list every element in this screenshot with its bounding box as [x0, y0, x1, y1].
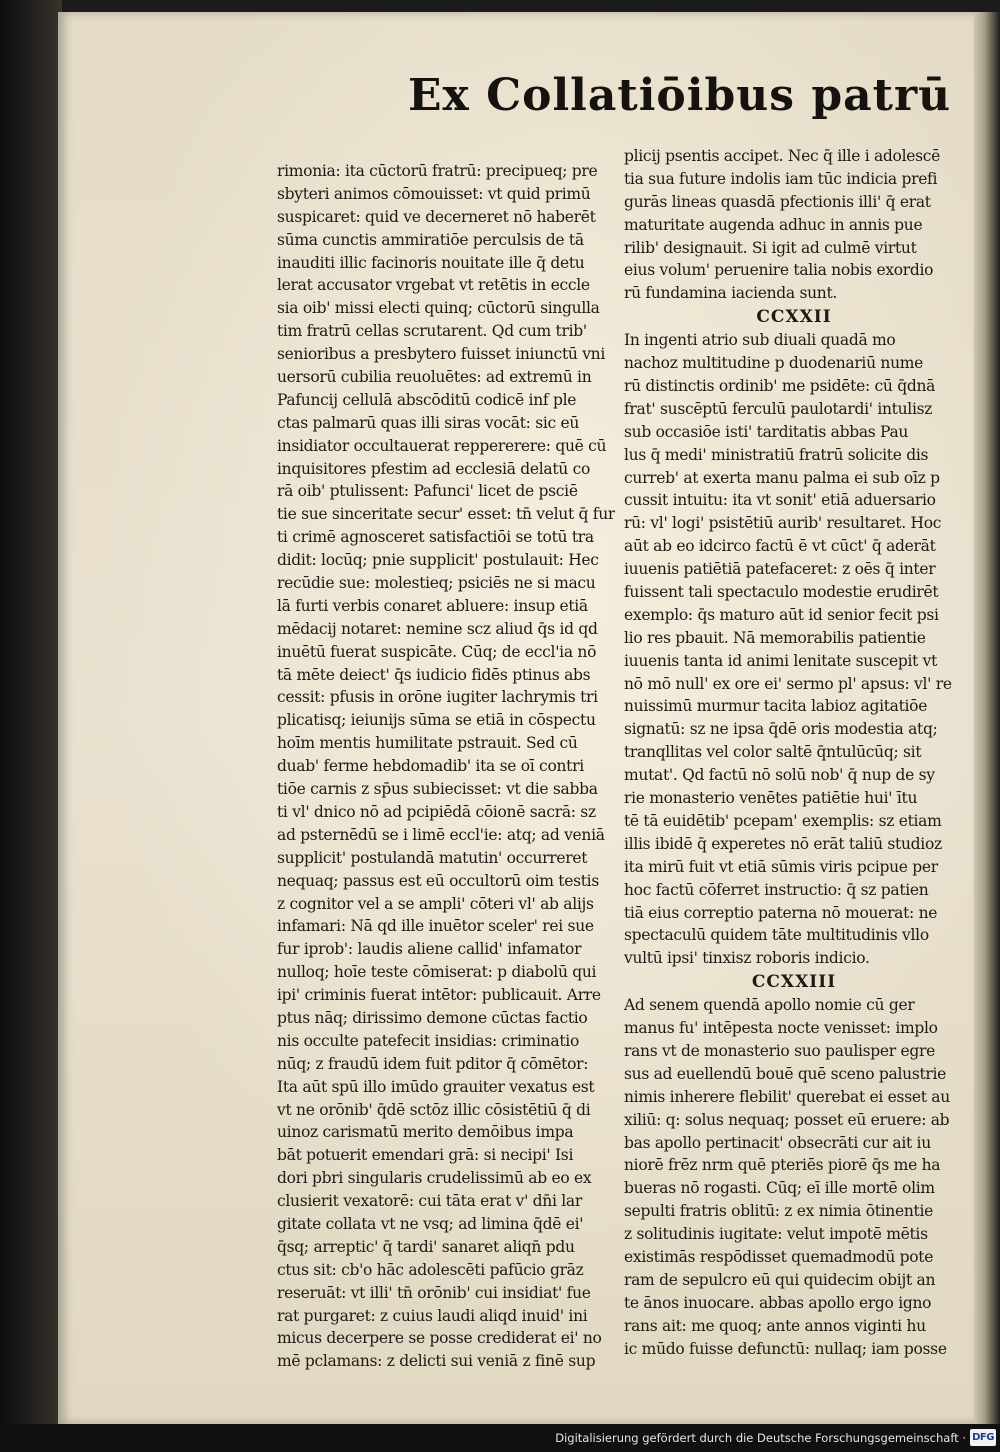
text-line: reseruāt: vt illi' tn̄ orōnib' cui insidiat' fue — [277, 1283, 591, 1302]
text-line: rā oib' ptulissent: Pafunci' licet de psciē — [277, 482, 578, 501]
text-line: lus q̄ medi' ministratiū fratrū solicite dis — [624, 445, 929, 464]
left-text-column — [277, 160, 615, 1373]
text-line: bas apollo pertinacit' obsecrāti cur ait iu — [624, 1133, 931, 1152]
text-line: rat purgaret: z cuius laudi aliqd inuid' ini — [277, 1306, 588, 1325]
text-line: rans vt de monasterio suo paulisper egre — [624, 1041, 936, 1060]
text-line: plicatisq; ieiunijs sūma se etiā in cōspectu — [277, 711, 596, 730]
text-line: Ita aūt spū illo imūdo grauiter vexatus est — [277, 1077, 595, 1096]
text-line: sepulti fratris oblitū: z ex nimia ōtinentie — [624, 1202, 934, 1221]
text-line: bueras nō rogasti. Cūq; eī ille mortē olim — [624, 1179, 935, 1198]
text-line: rū distinctis ordinib' me psidēte: cū q̄dnā — [624, 377, 936, 396]
text-line: sia oib' missi electi quinq; cūctorū singulla — [277, 299, 600, 318]
text-line: tim fratrū cellas scrutarent. Qd cum trib' — [277, 322, 587, 341]
text-line: existimās respōdisset quemadmodū pote — [624, 1247, 934, 1266]
text-line: supplicit' postulandā matutin' occurreret — [277, 848, 588, 867]
text-line: nimis inherere flebilit' querebat ei esset au — [624, 1087, 950, 1106]
text-line: infamari: Nā qd ille inuētor sceler' rei sue — [277, 917, 594, 936]
text-line: senioribus a presbytero fuisset iniunctū vni — [277, 345, 606, 364]
text-line: sub occasiōe isti' tarditatis abbas Pau — [624, 422, 909, 441]
text-line: uersorū cubilia reuoluētes: ad extremū in — [277, 368, 592, 387]
text-line: sus ad euellendū bouē quē sceno palustrie — [624, 1064, 947, 1083]
text-line: inauditi illic facinoris nouitate ille q̄ detu — [277, 253, 585, 272]
text-line: tiōe carnis z sp̄us subiecisset: vt die sabba — [277, 780, 598, 799]
text-line: ctus sit: cb'o hāc adolescēti pafūcio grāz — [277, 1260, 584, 1279]
text-line: rie monasterio venētes patiētie hui' ītu — [624, 789, 918, 808]
text-line: vultū ipsi' tinxisz roboris indicio. — [624, 949, 870, 968]
text-line: ti crimē agnosceret satisfactiōi se totū tra — [277, 528, 594, 547]
text-line: tā mēte deiect' q̄s iudicio fidēs ptinus abs — [277, 665, 591, 684]
text-line: dori pbri singularis crudelissimū ab eo ex — [277, 1169, 592, 1188]
text-line: cussit intuitu: ita vt sonit' etiā aduersario — [624, 491, 936, 510]
text-line: gitate collata vt ne vsq; ad limina q̄dē ei' — [277, 1214, 584, 1233]
text-line: micus decerpere se posse crediderat ei' no — [277, 1329, 602, 1348]
text-line: z solitudinis iugitate: velut impotē mētis — [624, 1225, 928, 1244]
text-line: gurās lineas quasdā pfectionis illi' q̄ erat — [624, 192, 931, 211]
text-line: lā furti verbis conaret abluere: insup etiā — [277, 596, 588, 615]
text-line: iuuenis patiētiā patefaceret: z oēs q̄ inter — [624, 560, 936, 579]
text-line: tia sua future indolis iam tūc indicia prefi — [624, 169, 938, 188]
text-line: te ānos inuocare. abbas apollo ergo igno — [624, 1293, 932, 1312]
text-line: fuissent tali spectaculo modestie erudirēt — [624, 583, 939, 602]
text-line: mē pclamans: z delicti sui veniā z finē sup — [277, 1352, 596, 1371]
text-line: z cognitor vel a se ampli' cōteri vl' ab alijs — [277, 894, 594, 913]
text-line: ti vl' dnico nō ad pcipiēdā cōionē sacrā: sz — [277, 802, 596, 821]
text-line: niorē frēz nrm quē pteriēs piorē q̄s me ha — [624, 1156, 941, 1175]
text-line: vt ne orōnib' q̄dē sctōz illic cōsistētiū q̄ di — [277, 1100, 591, 1119]
text-line: nequaq; passus est eū occultorū oim testis — [277, 871, 599, 890]
scan-edge-left — [0, 0, 62, 1452]
text-line: frat' suscēptū ferculū paulotardi' intulisz — [624, 399, 933, 418]
funding-notice: Digitalisierung gefördert durch die Deutsche Forschungsgemeinschaft · — [555, 1431, 966, 1445]
text-line: nachoz multitudine p duodenariū nume — [624, 354, 924, 373]
text-line: rū fundamina iacienda sunt. — [624, 284, 838, 303]
text-line: tranqllitas vel color saltē q̄ntulūcūq; sit — [624, 743, 922, 762]
text-line: spectaculū quidem tāte multitudinis vllo — [624, 926, 929, 945]
text-line: lerat accusator vrgebat vt retētis in eccle — [277, 276, 590, 295]
text-line: sūma cunctis ammiratiōe perculsis de tā — [277, 230, 584, 249]
right-text-column — [624, 145, 964, 1360]
text-line: uinoz carismatū merito demōibus impa — [277, 1123, 574, 1142]
text-line: rilib' designauit. Si igit ad culmē virtut — [624, 238, 917, 257]
page-edge-right — [974, 12, 1000, 1424]
text-line: insidiator occultauerat reppererere: quē cū — [277, 436, 607, 455]
text-line: manus fu' intēpesta nocte venisset: implo — [624, 1019, 938, 1038]
text-line: exemplo: q̄s maturo aūt id senior fecit psi — [624, 605, 939, 624]
text-line: hoīm mentis humilitate pstrauit. Sed cū — [277, 734, 578, 753]
text-line: aūt ab eo idcirco factū ē vt cūct' q̄ aderāt — [624, 537, 936, 556]
text-line: iuuenis tanta id animi lenitate suscepit vt — [624, 651, 938, 670]
text-line: rū: vl' logi' psistētiū aurib' resultaret. Hoc — [624, 514, 942, 533]
text-line: illis ibidē q̄ experetes nō erāt taliū studioz — [624, 834, 942, 853]
text-line: nuissimū murmur tacita labioz agitatiōe — [624, 697, 928, 716]
text-line: ic mūdo fuisse defunctū: nullaq; iam posse — [624, 1339, 947, 1358]
text-line: tie sue sinceritate secur' esset: tn̄ velut q̄ fur — [277, 505, 615, 524]
text-line: bāt potuerit emendari grā: si necipi' Isi — [277, 1146, 574, 1165]
text-line: ipi' criminis fuerat intētor: publicauit. Arre — [277, 986, 601, 1005]
chapter-2-body — [624, 994, 964, 1360]
text-line: nūq; z fraudū idem fuit pditor q̄ cōmētor: — [277, 1054, 589, 1073]
text-line: duab' ferme hebdomadib' ita se oī contri — [277, 757, 584, 776]
text-line: maturitate augenda adhuc in annis pue — [624, 215, 923, 234]
text-line: cessit: pfusis in orōne iugiter lachrymis tri — [277, 688, 598, 707]
text-line: ad psternēdū se i limē eccl'ie: atq; ad veniā — [277, 825, 605, 844]
text-line: recūdie sue: molestieq; psiciēs ne si macu — [277, 574, 596, 593]
text-line: tē tā euidētib' pcepam' exemplis: sz etiam — [624, 811, 942, 830]
text-line: fur iprob': laudis aliene callid' infamator — [277, 940, 582, 959]
text-line: hoc factū cōferret instructio: q̄ sz patien — [624, 880, 929, 899]
text-line: nō mō null' ex ore ei' sermo pl' apsus: vl' re — [624, 674, 952, 693]
text-line: nis occulte patefecit insidias: criminatio — [277, 1031, 579, 1050]
text-line: ctas palmarū quas illi siras vocāt: sic eū — [277, 413, 580, 432]
text-line: ita mirū fuit vt etiā sūmis viris pcipue per — [624, 857, 938, 876]
text-line: rans ait: me quoq; ante annos viginti hu — [624, 1316, 926, 1335]
text-line: curreb' at exerta manu palma ei sub oīz p — [624, 468, 940, 487]
text-line: plicij psentis accipet. Nec q̄ ille i adolescē — [624, 147, 941, 165]
text-line: signatū: sz ne ipsa q̄dē oris modestia atq; — [624, 720, 938, 739]
text-line: In ingenti atrio sub diuali quadā mo — [624, 331, 896, 350]
text-line: ptus nāq; dirissimo demone cūctas factio — [277, 1008, 588, 1027]
text-line: nulloq; hoīe teste cōmiserat: p diabolū qui — [277, 963, 597, 982]
text-line: tiā eius correptio paterna nō mouerat: ne — [624, 903, 938, 922]
text-line: rimonia: ita cūctorū fratrū: precipueq; pre — [277, 162, 598, 180]
text-line: lio res pbauit. Nā memorabilis patientie — [624, 628, 926, 647]
text-line: suspicaret: quid ve decerneret nō haberēt — [277, 207, 596, 226]
text-line: inquisitores pfestim ad ecclesiā delatū co — [277, 459, 591, 478]
text-line: mutat'. Qd factū nō solū nob' q̄ nup de sy — [624, 766, 935, 785]
text-line: ram de sepulcro eū qui quidecim obijt an — [624, 1270, 936, 1289]
chapter-heading-2: CCXXIII — [751, 972, 837, 993]
chapter-1-body — [624, 329, 964, 970]
text-line: mēdacij notaret: nemine scz aliud q̄s id qd — [277, 619, 598, 638]
text-line: q̄sq; arreptic' q̄ tardi' sanaret aliqn̄ pdu — [277, 1237, 575, 1256]
text-line: Ad senem quendā apollo nomie cū ger — [624, 996, 915, 1015]
text-line: didit: locūq; pnie supplicit' postulauit: Hec — [277, 551, 599, 570]
right-intro-block — [624, 145, 964, 305]
running-head: Ex Collatiōibus patrū — [408, 70, 952, 121]
chapter-heading-1: CCXXII — [756, 307, 832, 328]
text-line: inuētū fuerat suspicāte. Cūq; de eccl'ia nō — [277, 642, 597, 661]
text-line: clusierit vexatorē: cui tāta erat v' dn̄i lar — [277, 1192, 582, 1211]
text-line: xiliū: q: solus nequaq; posset eū eruere: ab — [624, 1110, 950, 1129]
text-line: eius volum' peruenire talia nobis exordio — [624, 261, 934, 280]
dfg-logo: DFG — [970, 1429, 996, 1446]
text-line: sbyteri animos cōmouisset: vt quid primū — [277, 184, 591, 203]
text-line: Pafuncij cellulā abscōditū codicē inf ple — [277, 390, 577, 409]
